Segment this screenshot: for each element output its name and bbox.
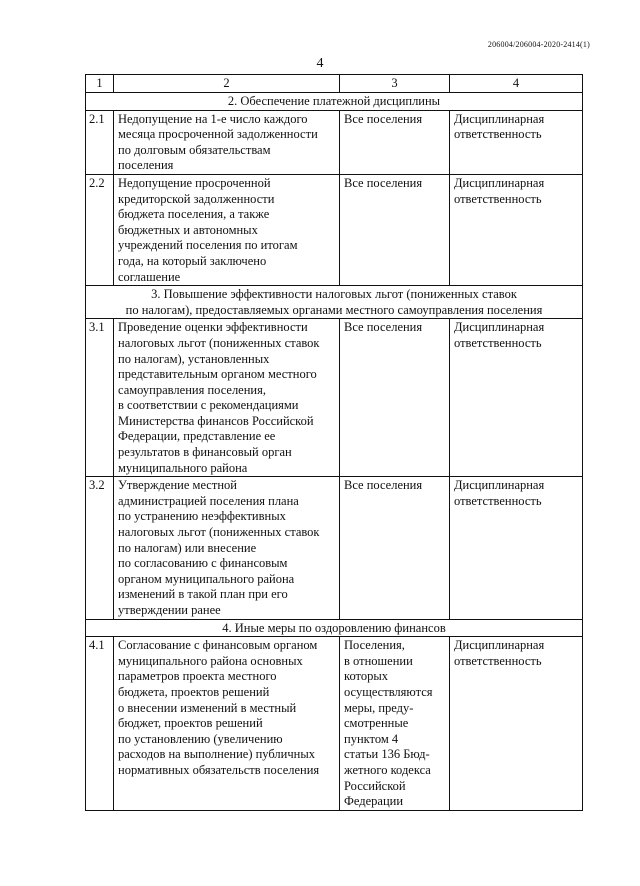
cell-text-line: Согласование с финансовым органом — [118, 638, 318, 653]
responsibility — [450, 110, 583, 174]
cell-text-line: года, на который заключено — [118, 253, 267, 268]
cell-text-line: в отношении — [344, 653, 413, 668]
table-header-row — [86, 75, 583, 93]
section-title — [86, 619, 583, 637]
table-row — [86, 174, 583, 285]
cell-text-line: бюджета поселения, а также — [118, 207, 270, 222]
cell-text-line: администрацией поселения плана — [118, 493, 299, 508]
cell-text-line: по налогам) или внесение — [118, 540, 257, 555]
cell-text-line: ответственность — [454, 335, 542, 350]
cell-text-line: по устранению неэффективных — [118, 509, 286, 524]
cell-text-line: расходов на выполнение) публичных — [118, 747, 315, 762]
column-header: 2 — [114, 75, 340, 93]
cell-text-line: по налогам), предоставляемых органами местного самоуправления поселения — [125, 302, 543, 317]
row-number: 3.2 — [86, 477, 114, 619]
cell-text-line: 4. Иные меры по оздоровлению финансов — [222, 620, 446, 635]
cell-text-line: Федерации — [344, 794, 404, 809]
cell-text-line: муниципального района — [118, 460, 248, 475]
cell-text-line: самоуправления поселения, — [118, 382, 266, 397]
column-header: 1 — [86, 75, 114, 93]
responsibility — [450, 477, 583, 619]
cell-text-line: смотренные — [344, 716, 409, 731]
cell-text-line: ответственность — [454, 493, 542, 508]
cell-text-line: параметров проекта местного — [118, 669, 277, 684]
cell-text-line: ответственность — [454, 653, 542, 668]
cell-text-line: соглашение — [118, 269, 181, 284]
cell-text-line: Недопущение на 1-е число каждого — [118, 111, 308, 126]
cell-text-line: результатов в финансовый орган — [118, 445, 292, 460]
section-title — [86, 93, 583, 111]
cell-text-line: Дисциплинарная — [454, 320, 545, 335]
cell-text-line: представительным органом местного — [118, 367, 317, 382]
table-row — [86, 637, 583, 811]
applicable-settlements — [340, 110, 450, 174]
cell-text-line: ответственность — [454, 191, 542, 206]
cell-text-line: Дисциплинарная — [454, 111, 545, 126]
cell-text-line: по долговым обязательствам — [118, 142, 271, 157]
table-row — [86, 319, 583, 477]
cell-text-line: Дисциплинарная — [454, 478, 545, 493]
cell-text-line: Дисциплинарная — [454, 638, 545, 653]
cell-text-line: бюджета, проектов решений — [118, 684, 270, 699]
document-number: 206004/206004-2020-2414(1) — [487, 40, 590, 49]
section-header-row — [86, 286, 583, 319]
cell-text-line: 3. Повышение эффективности налоговых льгот (пониженных ставок — [151, 287, 517, 302]
applicable-settlements — [340, 637, 450, 811]
page-number: 4 — [316, 56, 324, 71]
measure-description — [114, 477, 340, 619]
cell-text-line: которых — [344, 669, 388, 684]
row-number: 2.2 — [86, 174, 114, 285]
cell-text-line: кредиторской задолженности — [118, 191, 275, 206]
row-number: 2.1 — [86, 110, 114, 174]
cell-text-line: о внесении изменений в местный — [118, 700, 297, 715]
measure-description — [114, 174, 340, 285]
section-header-row — [86, 619, 583, 637]
cell-text-line: Все поселения — [344, 320, 423, 335]
cell-text-line: меры, преду- — [344, 700, 414, 715]
column-header: 3 — [340, 75, 450, 93]
column-header: 4 — [450, 75, 583, 93]
section-title — [86, 286, 583, 319]
cell-text-line: органом муниципального района — [118, 571, 295, 586]
measure-description — [114, 319, 340, 477]
measure-description — [114, 637, 340, 811]
cell-text-line: ответственность — [454, 127, 542, 142]
responsibility — [450, 319, 583, 477]
table-row — [86, 110, 583, 174]
cell-text-line: изменений в такой план при его — [118, 587, 288, 602]
cell-text-line: месяца просроченной задолженности — [118, 127, 318, 142]
measures-table — [85, 74, 583, 811]
cell-text-line: Утверждение местной — [118, 478, 237, 493]
applicable-settlements — [340, 174, 450, 285]
cell-text-line: по согласованию с финансовым — [118, 556, 288, 571]
cell-text-line: Российской — [344, 778, 406, 793]
measure-description — [114, 110, 340, 174]
cell-text-line: Все поселения — [344, 175, 423, 190]
cell-text-line: осуществляются — [344, 684, 433, 699]
cell-text-line: муниципального района основных — [118, 653, 303, 668]
row-number: 3.1 — [86, 319, 114, 477]
cell-text-line: 2. Обеспечение платежной дисциплины — [227, 94, 441, 108]
cell-text-line: по налогам), установленных — [118, 351, 270, 366]
cell-text-line: Недопущение просроченной — [118, 175, 271, 190]
cell-text-line: статьи 136 Бюд- — [344, 747, 430, 762]
table-row — [86, 477, 583, 619]
cell-text-line: пунктом 4 — [344, 731, 399, 746]
responsibility — [450, 637, 583, 811]
cell-text-line: Министерства финансов Российской — [118, 413, 314, 428]
cell-text-line: по установлению (увеличению — [118, 731, 283, 746]
cell-text-line: Все поселения — [344, 111, 423, 126]
cell-text-line: Проведение оценки эффективности — [118, 320, 308, 335]
cell-text-line: налоговых льгот (пониженных ставок — [118, 525, 320, 540]
applicable-settlements — [340, 477, 450, 619]
row-number: 4.1 — [86, 637, 114, 811]
cell-text-line: Федерации, представление ее — [118, 429, 276, 444]
applicable-settlements — [340, 319, 450, 477]
section-header-row — [86, 93, 583, 111]
cell-text-line: жетного кодекса — [344, 762, 431, 777]
cell-text-line: нормативных обязательств поселения — [118, 762, 320, 777]
cell-text-line: поселения — [118, 158, 174, 173]
cell-text-line: учреждений поселения по итогам — [118, 238, 298, 253]
cell-text-line: Поселения, — [344, 638, 405, 653]
cell-text-line: Все поселения — [344, 478, 423, 493]
cell-text-line: налоговых льгот (пониженных ставок — [118, 335, 320, 350]
cell-text-line: утверждении ранее — [118, 603, 221, 617]
cell-text-line: Дисциплинарная — [454, 175, 545, 190]
cell-text-line: в соответствии с рекомендациями — [118, 398, 299, 413]
cell-text-line: бюджетных и автономных — [118, 222, 258, 237]
cell-text-line: бюджет, проектов решений — [118, 716, 263, 731]
responsibility — [450, 174, 583, 285]
